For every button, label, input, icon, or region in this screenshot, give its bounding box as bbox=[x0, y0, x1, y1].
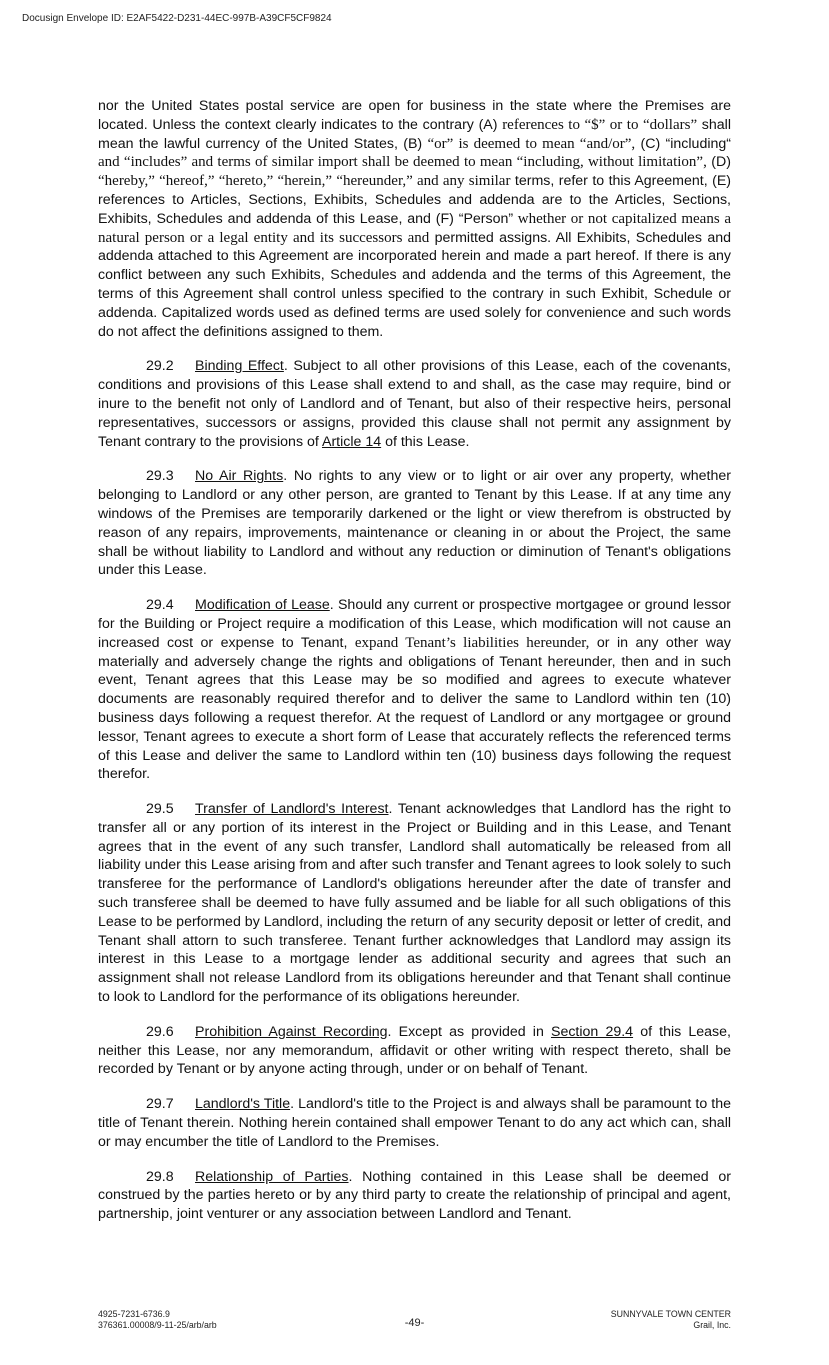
section-number: 29.3 bbox=[146, 468, 174, 485]
section-number: 29.8 bbox=[146, 1168, 174, 1185]
section-29-3: 29.3 No Air Rights. No rights to any view or to light or air over any property, whether belonging to Landlord or any other person, are granted to Tenant by this Lease. If at any time any windows of the Premises are temporarily darkened or the light or view therefrom is obstructed by reason of any repairs, improvements, maintenance or cleaning in or about the Project, the same shall be without liability to Landlord and without any reduction or diminution of Tenant's obligations under this Lease. bbox=[98, 468, 731, 579]
section-number: 29.2 bbox=[146, 358, 174, 375]
section-title: Transfer of Landlord's Interest bbox=[195, 801, 389, 818]
cross-reference: Section 29.4 bbox=[550, 1023, 634, 1040]
section-29-8: 29.8 Relationship of Parties. Nothing contained in this Lease shall be deemed or construed by the parties hereto or by any third party to create the relationship of principal and agent, partnership, joint venturer or any association between Landlord and Tenant. bbox=[98, 1168, 731, 1223]
document-body bbox=[98, 97, 731, 1240]
docusign-envelope-id: Docusign Envelope ID: E2AF5422-D231-44EC-997B-A39CF5CF9824 bbox=[22, 13, 332, 24]
section-number: 29.4 bbox=[146, 597, 174, 614]
section-number: 29.7 bbox=[146, 1096, 174, 1113]
section-29-2: 29.2 Binding Effect. Subject to all other provisions of this Lease, each of the covenants, conditions and provisions of this Lease shall extend to and shall, as the case may require, bind or inure to the benefit not only of Landlord and of Tenant, but also of their respective heirs, personal representatives, successors or assigns, provided this clause shall not permit any assignment by Tenant contrary to the provisions of Article 14 of this Lease. bbox=[98, 358, 731, 450]
intro-paragraph: nor the United States postal service are open for business in the state where the Premises are located. Unless the context clearly indicates to the contrary (A) references to “$” or to “dollars” shall mean the lawful currency of the United States, (B) “or” is deemed to mean “and/or”, (C) “including“ and “includes” and terms of similar import shall be deemed to mean “including, without limitation”, (D) “hereby,” “hereof,” “hereto,” “herein,” “hereunder,” and any similar terms, refer to this Agreement, (E) references to Articles, Sections, Exhibits, Schedules and addenda are to the Articles, Sections, Exhibits, Schedules and addenda of this Lease, and (F) “Person” whether or not capitalized means a natural person or a legal entity and its successors and permitted assigns. All Exhibits, Schedules and addenda attached to this Agreement are incorporated herein and made a part hereof. If there is any conflict between any such Exhibits, Schedules and addenda and the terms of this Agreement, the terms of this Agreement shall control unless specified to the contrary in such Exhibit, Schedule or addenda. Capitalized words used as defined terms are used solely for convenience and such words do not affect the definitions assigned to them. bbox=[98, 98, 732, 340]
section-29-5: 29.5 Transfer of Landlord's Interest. Tenant acknowledges that Landlord has the right to transfer all or any portion of its interest in the Project or Building and in this Lease, and Tenant agrees that in the event of any such transfer, Landlord shall automatically be released from all liability under this Lease arising from and after such transfer and Tenant agrees to look solely to such transferee for the performance of Landlord's obligations hereunder after the date of transfer and such transferee shall be deemed to have fully assumed and be liable for all such obligations of this Lease to be performed by Landlord, including the return of any security deposit or letter of credit, and Tenant shall attorn to such transferee. Tenant further acknowledges that Landlord may assign its interest in this Lease to a mortgage lender as additional security and agrees that such an assignment shall not release Landlord from its obligations hereunder and that Tenant shall continue to look to Landlord for the performance of its obligations hereunder. bbox=[98, 801, 732, 1006]
section-number: 29.6 bbox=[146, 1023, 174, 1040]
section-title: Landlord's Title bbox=[195, 1096, 291, 1113]
footer-project: SUNNYVALE TOWN CENTER Grail, Inc. bbox=[610, 1309, 731, 1330]
section-title: Binding Effect bbox=[195, 358, 284, 375]
page-number: -49- bbox=[404, 1317, 425, 1329]
section-title: Prohibition Against Recording bbox=[195, 1023, 388, 1040]
footer-doc-id: 4925-7231-6736.9 376361.00008/9-11-25/arb/arb bbox=[98, 1309, 217, 1330]
section-title: No Air Rights bbox=[195, 468, 284, 485]
section-29-7: 29.7 Landlord's Title. Landlord's title to the Project is and always shall be paramount to the title of Tenant therein. Nothing herein contained shall empower Tenant to do any act which can, shall or may encumber the title of Landlord to the Premises. bbox=[98, 1096, 732, 1150]
section-title: Relationship of Parties bbox=[195, 1168, 349, 1185]
cross-reference: Article 14 bbox=[321, 433, 382, 450]
section-title: Modification of Lease bbox=[195, 597, 330, 614]
section-29-4: 29.4 Modification of Lease. Should any current or prospective mortgagee or ground lessor for the Building or Project require a modification of this Lease, which modification will not cause an increased cost or expense to Tenant, expand Tenant’s liabilities hereunder, or in any other way materially and adversely change the rights and obligations of Tenant hereunder, then and in such event, Tenant agrees that this Lease may be so modified and agrees to execute whatever documents are reasonably required therefor and to deliver the same to Landlord within ten (10) business days following a request therefor. At the request of Landlord or any mortgagee or ground lessor, Tenant agrees to execute a short form of Lease that accurately reflects the referenced terms of this Lease and deliver the same to Landlord within ten (10) business days following the request therefor. bbox=[98, 597, 731, 783]
section-29-6: 29.6 Prohibition Against Recording. Except as provided in Section 29.4 of this Lease, neither this Lease, nor any memorandum, affidavit or other writing with respect thereto, shall be recorded by Tenant or by anyone acting through, under or on behalf of Tenant. bbox=[98, 1023, 731, 1078]
section-number: 29.5 bbox=[146, 801, 174, 818]
